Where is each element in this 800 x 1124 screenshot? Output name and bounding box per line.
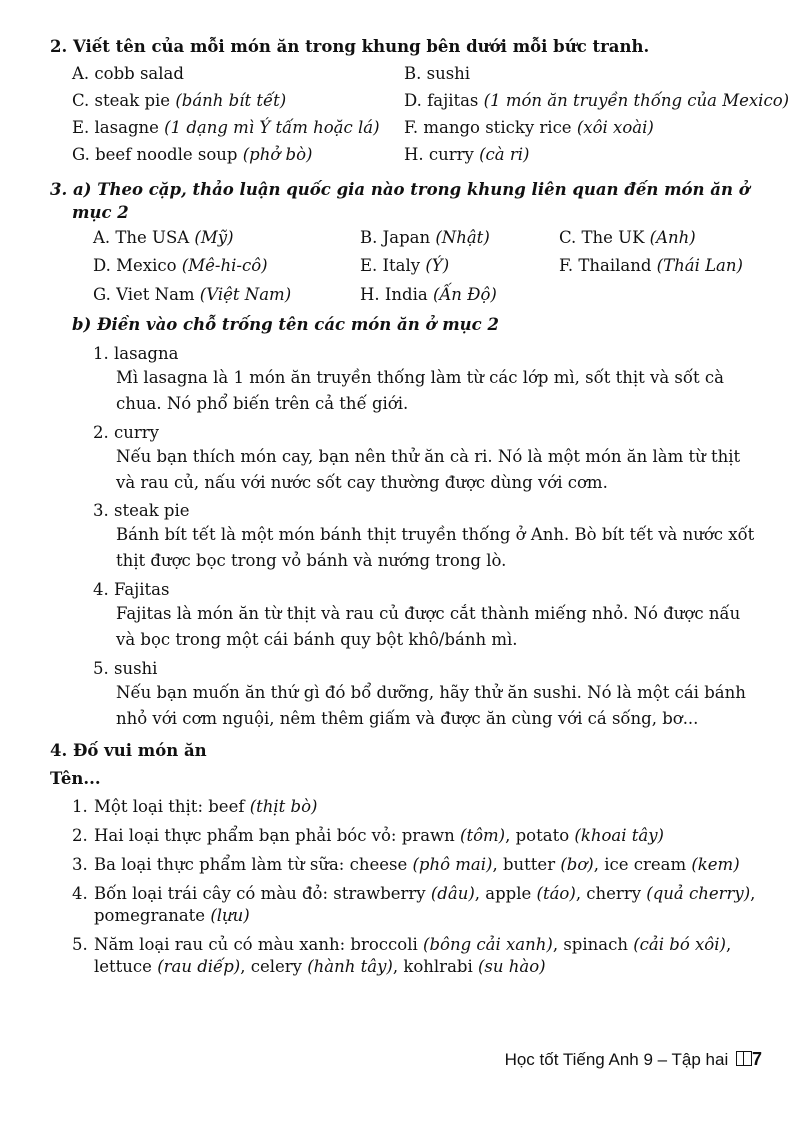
q3-country-option (93, 225, 234, 251)
answer-line: chua. Nó phổ biến trên cả thế giới. (116, 394, 409, 413)
q4-item-number: 3. (72, 855, 88, 874)
q3-country-option (559, 253, 743, 279)
answer-line: Fajitas là món ăn từ thịt và rau củ được cắt thành miếng nhỏ. Nó được nấu (116, 604, 741, 623)
q4-item-translation: (bơ) (560, 855, 594, 874)
answer-line: và bọc trong một cái bánh quy bột khô/bánh mì. (116, 630, 518, 649)
q2-option-translation: (xôi xoài) (576, 118, 654, 137)
q3-country-text: A. The USA (93, 228, 195, 247)
q4-item-text: Năm loại rau củ có màu xanh: broccoli (94, 935, 424, 954)
q3-country-option (360, 225, 490, 251)
q3-country-translation: (Nhật) (435, 228, 490, 247)
q4-item-text: , butter (492, 855, 561, 874)
q4-item-text: Bốn loại trái cây có màu đỏ: strawberry (94, 884, 431, 903)
q4-item-text: pomegranate (94, 906, 211, 925)
q3-country-translation: (Thái Lan) (656, 256, 743, 275)
q4-item-text: , ice cream (593, 855, 692, 874)
q3-country-option (93, 253, 268, 279)
q4-item-translation: (rau diếp) (157, 957, 241, 976)
q4-item-text: Ba loại thực phẩm làm từ sữa: cheese (94, 855, 413, 874)
q2-option-translation: (1 món ăn truyền thống của Mexico) (483, 91, 790, 110)
q4-item-text: , (750, 884, 756, 903)
book-icon (736, 1051, 752, 1066)
q4-item-number: 4. (72, 884, 88, 903)
answer-title: 1. lasagna (93, 344, 179, 363)
q3-country-translation: (Mỹ) (194, 228, 234, 247)
q4-item-text: , apple (474, 884, 537, 903)
q4-item (94, 852, 740, 878)
q2-option-text: A. cobb salad (72, 64, 184, 83)
answer-title: 4. Fajitas (93, 580, 170, 599)
q2-option-translation: (1 dạng mì Ý tấm hoặc lá) (164, 118, 380, 137)
q3-country-option (360, 282, 497, 308)
q2-option-text: F. mango sticky rice (404, 118, 577, 137)
q3-country-translation: (Mê-hi-cô) (181, 256, 268, 275)
q3-country-option (360, 253, 449, 279)
answer-title: 2. curry (93, 423, 159, 442)
q4-item-translation: (táo) (536, 884, 576, 903)
q3-country-text: B. Japan (360, 228, 436, 247)
q4-item-text: , kohlrabi (392, 957, 478, 976)
q4-subheading: Tên... (50, 769, 101, 788)
q3-country-text: E. Italy (360, 256, 426, 275)
q2-option-translation: (phở bò) (242, 145, 313, 164)
q2-option-text: C. steak pie (72, 91, 176, 110)
q4-item-translation: (cải bó xôi) (633, 935, 726, 954)
q4-item-translation: (thịt bò) (249, 797, 318, 816)
q3b-heading: b) Điền vào chỗ trống tên các món ăn ở mục 2 (72, 315, 499, 334)
q2-option (404, 61, 470, 87)
q4-item-translation: (kem) (691, 855, 740, 874)
q4-item-number: 1. (72, 797, 88, 816)
q4-item-translation: (khoai tây) (574, 826, 664, 845)
answer-title: 5. sushi (93, 659, 158, 678)
answer-line: nhỏ với cơm nguội, nêm thêm giấm và được ăn cùng với cá sống, bơ... (116, 709, 699, 728)
q2-heading: 2. Viết tên của mỗi món ăn trong khung bên dưới mỗi bức tranh. (50, 37, 650, 56)
q3-country-option (93, 282, 291, 308)
q4-heading: 4. Đố vui món ăn (50, 741, 207, 760)
q2-option (404, 88, 789, 114)
q3a-heading-line2: mục 2 (72, 203, 129, 222)
q2-option (72, 61, 184, 87)
answer-title: 3. steak pie (93, 501, 190, 520)
page-footer (505, 1046, 762, 1073)
q4-item (94, 823, 664, 849)
q3a-heading-line1: 3. a) Theo cặp, thảo luận quốc gia nào trong khung liên quan đến món ăn ở (50, 180, 750, 199)
q4-item-translation: (quả cherry) (646, 884, 751, 903)
q3-country-text: H. India (360, 285, 433, 304)
q3-country-text: D. Mexico (93, 256, 182, 275)
q2-option (72, 88, 286, 114)
q2-option-translation: (bánh bít tết) (175, 91, 287, 110)
q4-item-translation: (lựu) (210, 906, 250, 925)
q3-country-translation: (Anh) (649, 228, 696, 247)
q2-option-text: H. curry (404, 145, 480, 164)
q4-item-text: Hai loại thực phẩm bạn phải bóc vỏ: prawn (94, 826, 461, 845)
q4-item-text: , (725, 935, 732, 954)
q2-option-text: B. sushi (404, 64, 471, 83)
answer-line: Nếu bạn thích món cay, bạn nên thử ăn cà ri. Nó là một món ăn làm từ thịt (116, 447, 741, 466)
q2-option-text: G. beef noodle soup (72, 145, 243, 164)
q2-option (404, 115, 654, 141)
answer-line: Nếu bạn muốn ăn thứ gì đó bổ dưỡng, hãy thử ăn sushi. Nó là một cái bánh (116, 683, 746, 702)
q2-option (72, 142, 312, 168)
q4-item-number: 2. (72, 826, 88, 845)
q4-item-translation: (tôm) (460, 826, 506, 845)
answer-line: thịt được bọc trong vỏ bánh và nướng trong lò. (116, 551, 507, 570)
q2-option-translation: (cà ri) (479, 145, 530, 164)
q2-option-text: D. fajitas (404, 91, 484, 110)
answer-line: Mì lasagna là 1 món ăn truyền thống làm từ các lớp mì, sốt thịt và sốt cà (116, 368, 724, 387)
q3-country-option (559, 225, 696, 251)
q4-item-translation: (bông cải xanh) (423, 935, 553, 954)
q4-item-translation: (hành tây) (307, 957, 393, 976)
q3-country-translation: (Ý) (425, 256, 450, 275)
book-title: Học tốt Tiếng Anh 9 – Tập hai (504, 1050, 729, 1069)
q4-item-translation: (dâu) (430, 884, 475, 903)
q3-country-text: G. Viet Nam (93, 285, 200, 304)
q3-country-text: F. Thailand (559, 256, 657, 275)
q4-item-translation: (su hào) (478, 957, 546, 976)
q4-item-translation: (phô mai) (412, 855, 493, 874)
q3-country-text: C. The UK (559, 228, 650, 247)
q4-item-text: , spinach (552, 935, 634, 954)
page-number: 7 (751, 1049, 762, 1069)
q4-item-text: , celery (240, 957, 308, 976)
q4-item-text: , potato (505, 826, 575, 845)
q4-item-number: 5. (72, 935, 88, 954)
q4-item-text: lettuce (94, 957, 158, 976)
q3-country-translation: (Ấn Độ) (432, 285, 497, 304)
q2-option (72, 115, 380, 141)
q2-option-text: E. lasagne (72, 118, 165, 137)
q4-item-text: Một loại thịt: beef (94, 797, 250, 816)
answer-line: Bánh bít tết là một món bánh thịt truyền thống ở Anh. Bò bít tết và nước xốt (116, 525, 755, 544)
q2-option (404, 142, 529, 168)
q4-item-text: , cherry (575, 884, 647, 903)
q3-country-translation: (Việt Nam) (199, 285, 292, 304)
q4-item-continuation (94, 954, 546, 980)
q4-item-continuation (94, 903, 250, 929)
q4-item (94, 794, 317, 820)
answer-line: và rau củ, nấu với nước sốt cay thường được dùng với cơm. (116, 473, 608, 492)
